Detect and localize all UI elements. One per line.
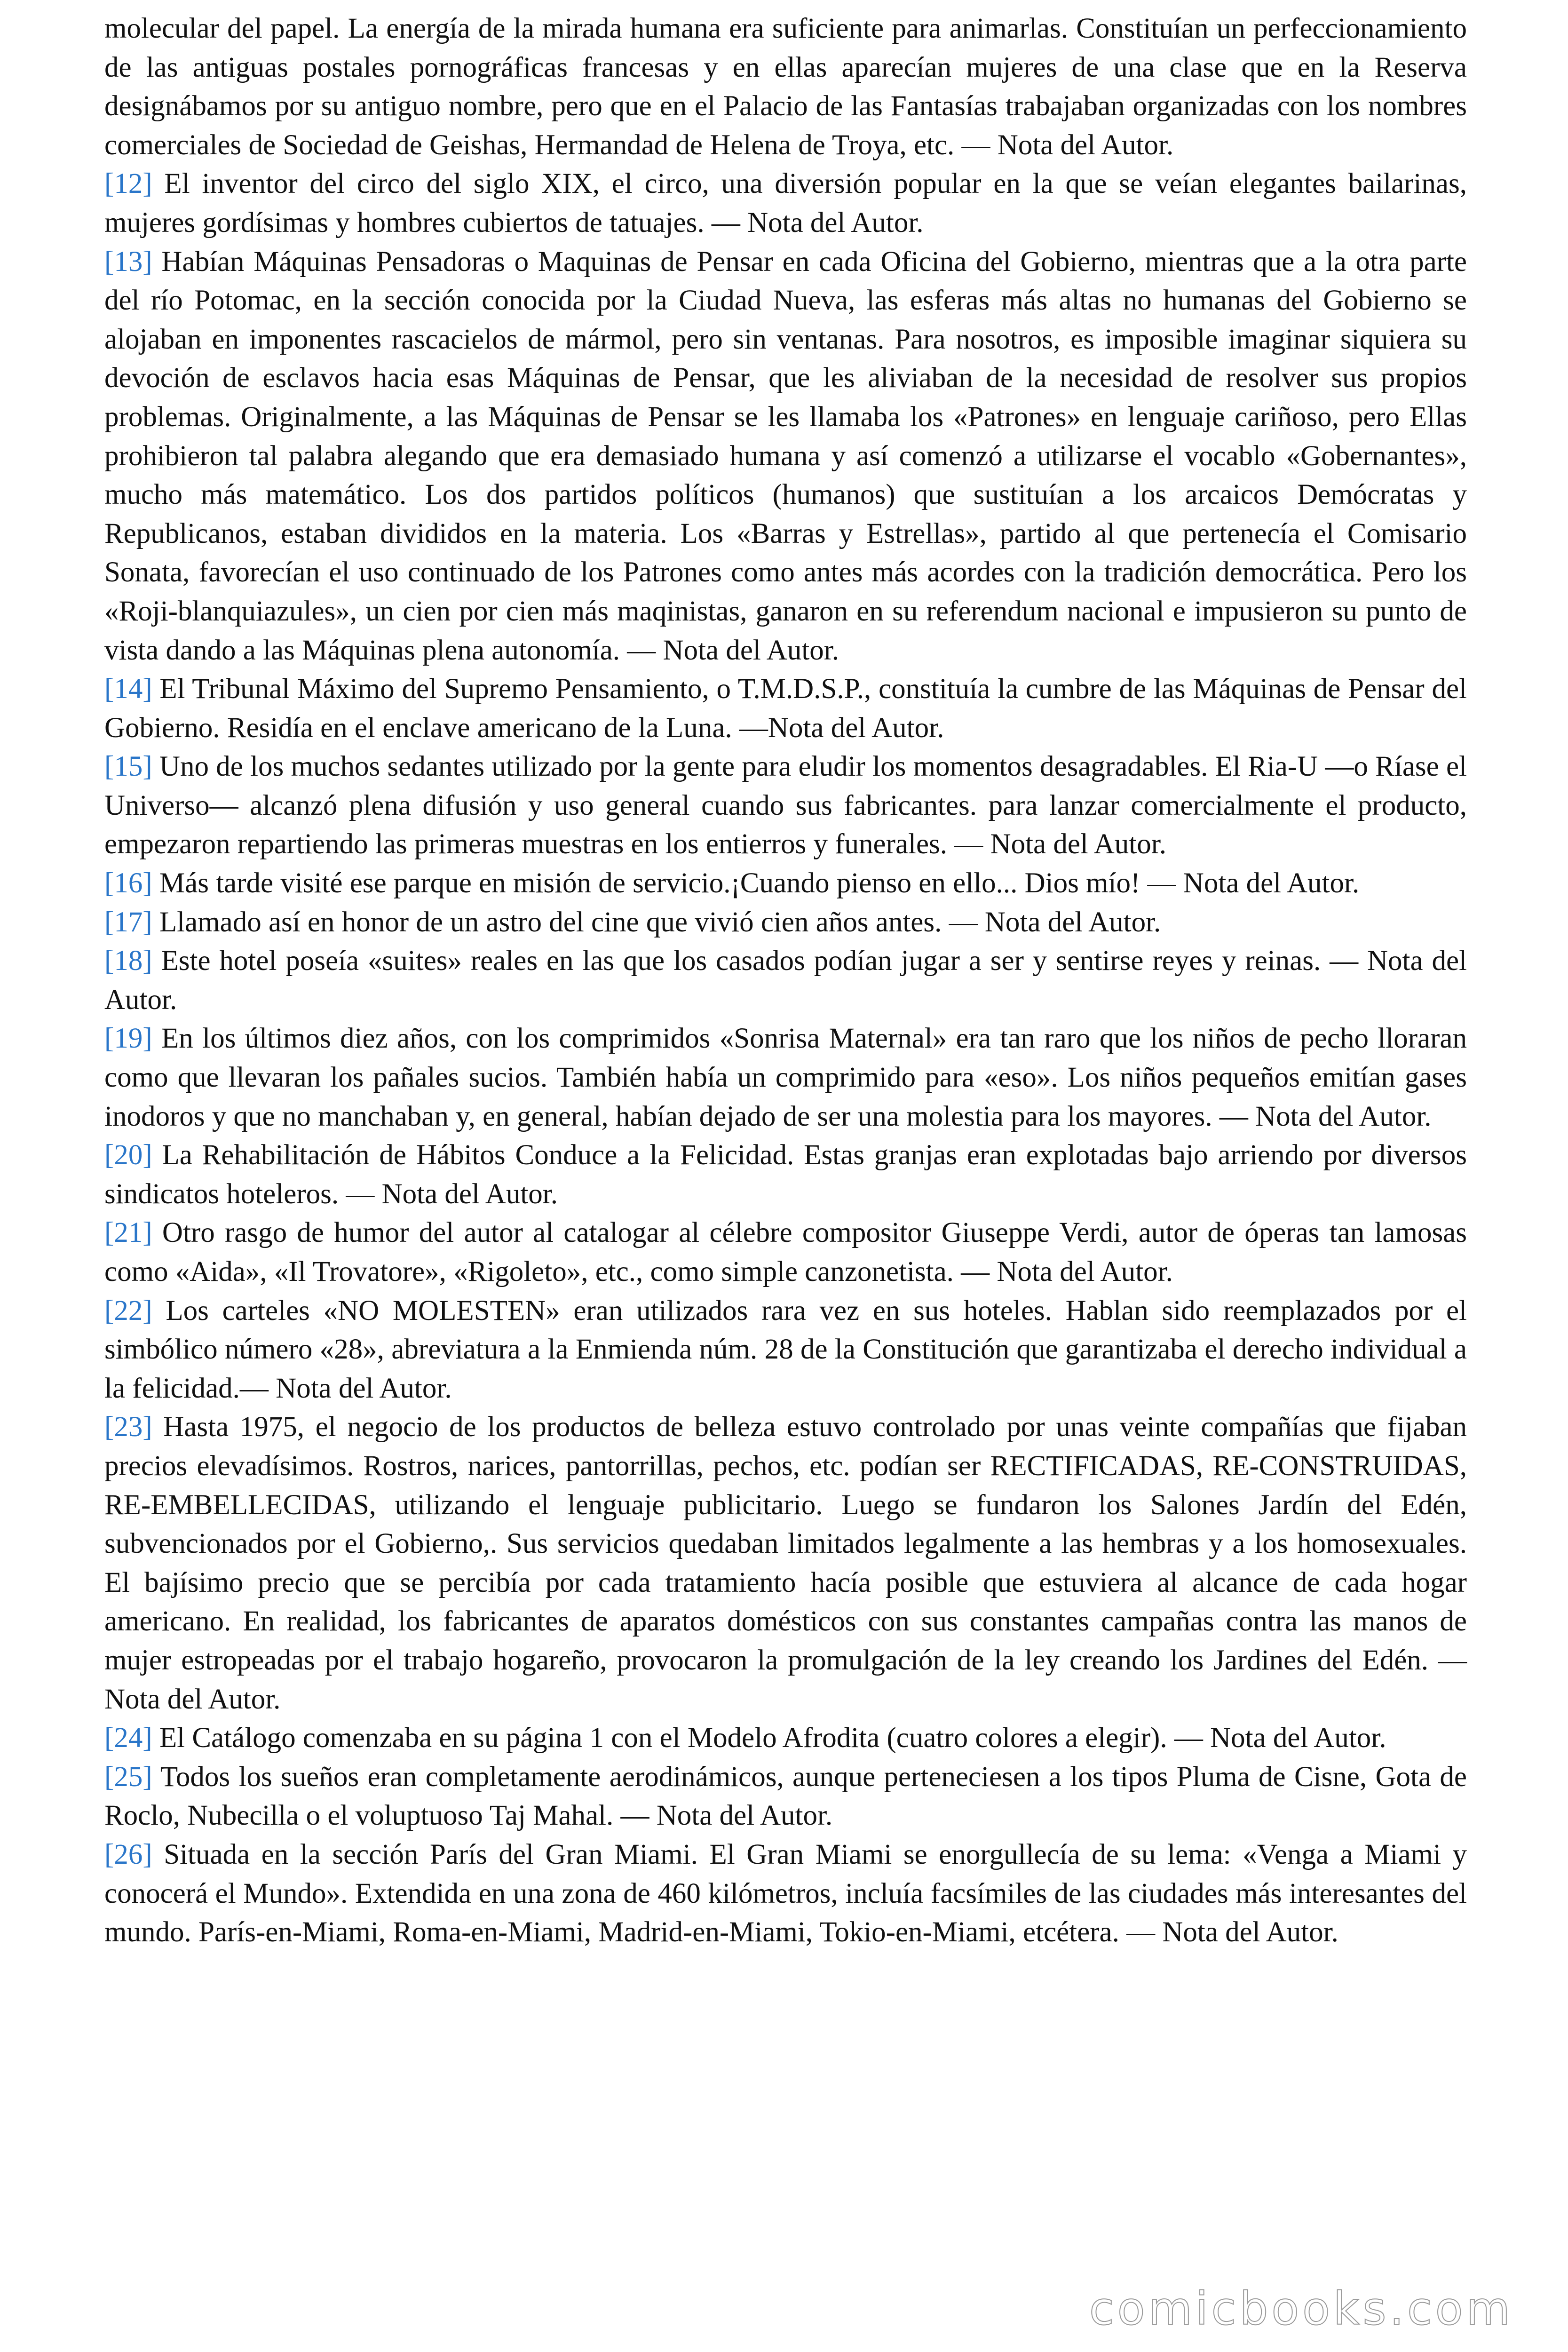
footnote-16 <box>104 864 1467 903</box>
footnote-ref-link-19[interactable]: [19] <box>104 1023 152 1055</box>
footnote-25 <box>104 1758 1467 1836</box>
footnote-text: Habían Máquinas Pensadoras o Maquinas de Pensar en cada Oficina del Gobierno, mientras que a la otra parte del río Potomac, en la sección conocida por la Ciudad Nueva, las esferas más altas no humanas del Gobierno se alojaban en imponentes rascacielos de mármol, pero sin ventanas. Para nosotros, es imposible imaginar siquiera su devoción de esclavos hacia esas Máquinas de Pensar, que les aliviaban de la necesidad de resolver sus propios problemas. Originalmente, a las Máquinas de Pensar se les llamaba los «Patrones» en lenguaje cariñoso, pero Ellas prohibieron tal palabra alegando que era demasiado humana y así comenzó a utilizarse el vocablo «Gobernantes», mucho más matemático. Los dos partidos políticos (humanos) que sustituían a los arcaicos Demócratas y Republicanos, estaban divididos en la materia. Los «Barras y Estrellas», partido al que pertenecía el Comisario Sonata, favorecían el uso continuado de los Patrones como antes más acordes con la tradición democrática. Pero los «Roji-blanquiazules», un cien por cien más maqinistas, ganaron en su referendum nacional e impusieron su punto de vista dando a las Máquinas plena autonomía. — Nota del Autor. <box>104 246 1467 666</box>
footnote-24 <box>104 1719 1467 1758</box>
footnote-ref-link-13[interactable]: [13] <box>104 246 152 278</box>
footnote-text: Hasta 1975, el negocio de los productos de belleza estuvo controlado por unas veinte compañías que fijaban precios elevadísimos. Rostros, narices, pantorrillas, pechos, etc. podían ser RECTIFICADAS, RE-CONSTRUIDAS, RE-EMBELLECIDAS, utilizando el lenguaje publicitario. Luego se fundaron los Salones Jardín del Edén, subvencionados por el Gobierno,. Sus servicios quedaban limitados legalmente a las hembras y a los homosexuales. El bajísimo precio que se percibía por cada tratamiento hacía posible que estuviera al alcance de cada hogar americano. En realidad, los fabricantes de aparatos domésticos con sus constantes campañas contra las manos de mujer estropeadas por el trabajo hogareño, provocaron la promulgación de la ley creando los Jardines del Edén. — Nota del Autor. <box>104 1411 1467 1715</box>
footnote-text: El Catálogo comenzaba en su página 1 con el Modelo Afrodita (cuatro colores a elegir). — Nota del Autor. <box>152 1722 1386 1754</box>
footnote-text: Situada en la sección París del Gran Miami. El Gran Miami se enorgullecía de su lema: «Venga a Miami y conocerá el Mundo». Extendida en una zona de 460 kilómetros, incluía facsímiles de las ciudades más interesantes del mundo. París-en-Miami, Roma-en-Miami, Madrid-en-Miami, Tokio-en-Miami, etcétera. — Nota del Autor. <box>104 1838 1467 1948</box>
footnote-text: Otro rasgo de humor del autor al catalogar al célebre compositor Giuseppe Verdi, autor de óperas tan lamosas como «Aida», «Il Trovatore», «Rigoleto», etc., como simple canzonetista. — Nota del Autor. <box>104 1217 1467 1287</box>
footnote-ref-link-18[interactable]: [18] <box>104 945 152 977</box>
footnote-13 <box>104 243 1467 670</box>
footnote-20 <box>104 1136 1467 1214</box>
footnote-text: El Tribunal Máximo del Supremo Pensamiento, o T.M.D.S.P., constituía la cumbre de las Máquinas de Pensar del Gobierno. Residía en el enclave americano de la Luna. —Nota del Autor. <box>104 673 1467 744</box>
footnote-17 <box>104 903 1467 942</box>
footnote-ref-link-26[interactable]: [26] <box>104 1838 152 1870</box>
footnote-21 <box>104 1214 1467 1291</box>
footnote-ref-link-22[interactable]: [22] <box>104 1295 152 1327</box>
footnote-ref-link-12[interactable]: [12] <box>104 168 152 200</box>
footnote-19 <box>104 1019 1467 1136</box>
footnote-26 <box>104 1836 1467 1952</box>
footnote-ref-link-23[interactable]: [23] <box>104 1411 152 1443</box>
footnote-text: La Rehabilitación de Hábitos Conduce a la Felicidad. Estas granjas eran explotadas bajo arriendo por diversos sindicatos hoteleros. — Nota del Autor. <box>104 1139 1467 1210</box>
footnote-ref-link-16[interactable]: [16] <box>104 867 152 899</box>
footnote-22 <box>104 1292 1467 1408</box>
footnotes-page <box>104 9 1467 1952</box>
footnote-ref-link-24[interactable]: [24] <box>104 1722 152 1754</box>
footnote-ref-link-15[interactable]: [15] <box>104 751 152 783</box>
watermark: comicbooks.com <box>1089 2282 1513 2335</box>
footnote-14 <box>104 670 1467 747</box>
footnote-ref-link-20[interactable]: [20] <box>104 1139 152 1171</box>
footnote-text: molecular del papel. La energía de la mirada humana era suficiente para animarlas. Constituían un perfeccionamiento de las antiguas postales pornográficas francesas y en ellas aparecían mujeres de una clase que en la Reserva designábamos por su antiguo nombre, pero que en el Palacio de las Fantasías trabajaban organizadas con los nombres comerciales de Sociedad de Geishas, Hermandad de Helena de Troya, etc. — Nota del Autor. <box>104 13 1467 161</box>
footnote-text: El inventor del circo del siglo XIX, el circo, una diversión popular en la que se veían elegantes bailarinas, mujeres gordísimas y hombres cubiertos de tatuajes. — Nota del Autor. <box>104 168 1467 238</box>
footnote-text: Llamado así en honor de un astro del cine que vivió cien años antes. — Nota del Autor. <box>152 906 1161 938</box>
footnote-18 <box>104 942 1467 1019</box>
footnote-text: Todos los sueños eran completamente aerodinámicos, aunque perteneciesen a los tipos Pluma de Cisne, Gota de Roclo, Nubecilla o el voluptuoso Taj Mahal. — Nota del Autor. <box>104 1761 1467 1832</box>
footnote-12 <box>104 165 1467 242</box>
footnote-continuation <box>104 9 1467 165</box>
footnote-text: Este hotel poseía «suites» reales en las que los casados podían jugar a ser y sentirse reyes y reinas. — Nota del Autor. <box>104 945 1467 1016</box>
footnote-23 <box>104 1408 1467 1719</box>
footnote-15 <box>104 747 1467 864</box>
footnote-text: En los últimos diez años, con los comprimidos «Sonrisa Maternal» era tan raro que los niños de pecho lloraran como que llevaran los pañales sucios. También había un comprimido para «eso». Los niños pequeños emitían gases inodoros y que no manchaban y, en general, habían dejado de ser una molestia para los mayores. — Nota del Autor. <box>104 1023 1467 1132</box>
footnote-ref-link-17[interactable]: [17] <box>104 906 152 938</box>
footnote-ref-link-21[interactable]: [21] <box>104 1217 152 1249</box>
footnote-ref-link-14[interactable]: [14] <box>104 673 152 705</box>
footnote-text: Más tarde visité ese parque en misión de servicio.¡Cuando pienso en ello... Dios mío! — Nota del Autor. <box>152 867 1360 899</box>
footnote-text: Uno de los muchos sedantes utilizado por la gente para eludir los momentos desagradables. El Ria-U —o Ríase el Universo— alcanzó plena difusión y uso general cuando sus fabricantes. para lanzar comercialmente el producto, empezaron repartiendo las primeras muestras en los entierros y funerales. — Nota del Autor. <box>104 751 1467 860</box>
footnote-text: Los carteles «NO MOLESTEN» eran utilizados rara vez en sus hoteles. Hablan sido reemplazados por el simbólico número «28», abreviatura a la Enmienda núm. 28 de la Constitución que garantizaba el derecho individual a la felicidad.— Nota del Autor. <box>104 1295 1467 1404</box>
footnote-ref-link-25[interactable]: [25] <box>104 1761 152 1793</box>
